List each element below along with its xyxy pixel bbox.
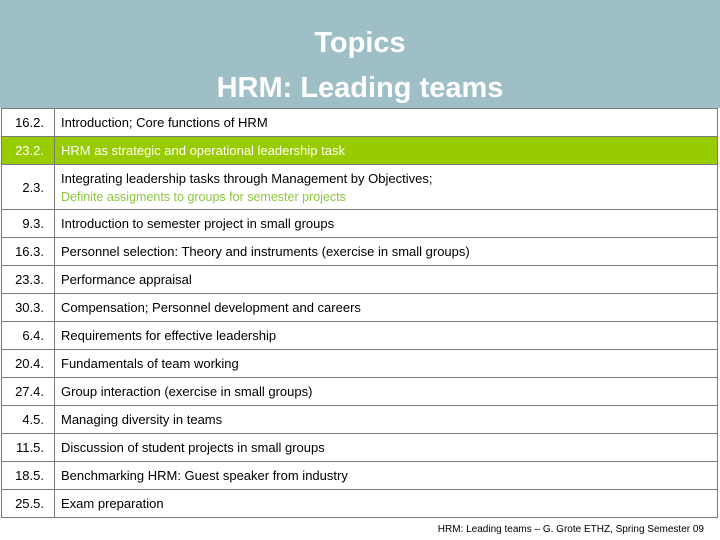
row-topic-cell <box>55 165 718 210</box>
row-topic: Group interaction (exercise in small groups) <box>55 378 718 406</box>
row-date: 25.5. <box>2 490 55 518</box>
table-row <box>2 210 718 238</box>
row-date: 30.3. <box>2 294 55 322</box>
row-date: 18.5. <box>2 462 55 490</box>
table-row <box>2 378 718 406</box>
table-row-current <box>2 137 718 165</box>
row-topic: Personnel selection: Theory and instruments (exercise in small groups) <box>55 238 718 266</box>
slide-subtitle: HRM: Leading teams <box>216 72 504 104</box>
table-row <box>2 350 718 378</box>
row-date: 6.4. <box>2 322 55 350</box>
table-row <box>2 322 718 350</box>
row-topic: Introduction to semester project in small groups <box>55 210 718 238</box>
row-date: 23.3. <box>2 266 55 294</box>
topics-table <box>1 108 718 518</box>
row-topic-note: Definite assigments to groups for semester projects <box>61 189 346 204</box>
slide-footer: HRM: Leading teams – G. Grote ETHZ, Spring Semester 09 <box>437 524 704 535</box>
row-date: 20.4. <box>2 350 55 378</box>
table-row <box>2 109 718 137</box>
table-row <box>2 266 718 294</box>
row-date: 2.3. <box>2 165 55 210</box>
table-row <box>2 406 718 434</box>
slide-title: Topics <box>314 27 406 59</box>
row-date: 11.5. <box>2 434 55 462</box>
row-date: 27.4. <box>2 378 55 406</box>
row-topic: Exam preparation <box>55 490 718 518</box>
row-date: 16.3. <box>2 238 55 266</box>
row-topic: Benchmarking HRM: Guest speaker from industry <box>55 462 718 490</box>
row-date: 4.5. <box>2 406 55 434</box>
table-row <box>2 165 718 210</box>
table-row <box>2 434 718 462</box>
row-date: 9.3. <box>2 210 55 238</box>
row-topic: Compensation; Personnel development and careers <box>55 294 718 322</box>
table-row <box>2 462 718 490</box>
row-topic: Introduction; Core functions of HRM <box>55 109 718 137</box>
row-topic: Fundamentals of team working <box>55 350 718 378</box>
row-date: 23.2. <box>2 137 55 165</box>
row-topic: Performance appraisal <box>55 266 718 294</box>
table-row <box>2 490 718 518</box>
row-topic: Managing diversity in teams <box>55 406 718 434</box>
row-topic: HRM as strategic and operational leadership task <box>55 137 718 165</box>
row-topic: Integrating leadership tasks through Management by Objectives; <box>61 170 433 186</box>
table-row <box>2 238 718 266</box>
row-date: 16.2. <box>2 109 55 137</box>
row-topic: Requirements for effective leadership <box>55 322 718 350</box>
table-row <box>2 294 718 322</box>
slide-header <box>0 0 720 108</box>
row-topic: Discussion of student projects in small groups <box>55 434 718 462</box>
